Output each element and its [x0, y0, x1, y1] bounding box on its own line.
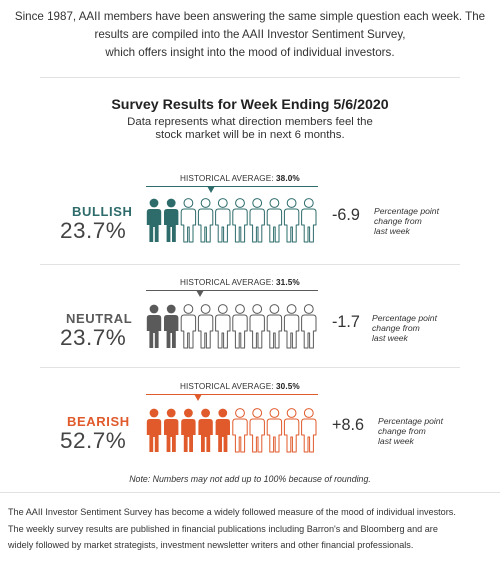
person-icon [233, 199, 247, 242]
section-divider [40, 264, 460, 265]
person-icon [250, 409, 264, 452]
historical-marker [194, 394, 202, 401]
sentiment-label: BULLISH [72, 204, 133, 219]
person-icon [147, 409, 161, 452]
weekly-change: -1.7 [332, 313, 360, 331]
change-note-line-3: last week [378, 436, 414, 446]
historical-line [146, 394, 318, 395]
historical-average-label [180, 174, 300, 183]
footer-line-1: The AAII Investor Sentiment Survey has become a widely followed measure of the mood of individual investors. [8, 507, 456, 517]
person-icon [147, 305, 161, 348]
person-icon [164, 199, 178, 242]
sentiment-label: BEARISH [67, 414, 130, 429]
footer-text [8, 504, 496, 554]
person-icon [198, 199, 212, 242]
subtitle-line-2: stock market will be in next 6 months. [155, 129, 345, 141]
intro-line-3: which offers insight into the mood of individual investors. [105, 46, 395, 59]
historical-average-label [180, 382, 300, 391]
historical-average-label [180, 278, 300, 287]
change-note [378, 416, 468, 446]
person-icon [181, 305, 195, 348]
person-icon [233, 305, 247, 348]
person-icon [284, 305, 298, 348]
survey-title: Survey Results for Week Ending 5/6/2020 [111, 97, 389, 113]
weekly-change: +8.6 [332, 416, 364, 434]
sentiment-percent: 23.7% [60, 218, 127, 243]
change-note-line-2: change from [378, 426, 426, 436]
footer-divider [0, 492, 500, 493]
person-icon [216, 199, 230, 242]
change-note-line-2: change from [372, 323, 420, 333]
historical-value: 30.5% [276, 382, 300, 391]
person-icon [284, 409, 298, 452]
person-icon [250, 199, 264, 242]
change-note [372, 313, 462, 343]
historical-prefix: HISTORICAL AVERAGE: [180, 278, 274, 287]
people-icons [146, 408, 326, 454]
historical-value: 38.0% [276, 174, 300, 183]
sentiment-label: NEUTRAL [66, 311, 133, 326]
historical-line [146, 290, 318, 291]
weekly-change: -6.9 [332, 206, 360, 224]
change-note-line-3: last week [374, 226, 410, 236]
historical-value: 31.5% [276, 278, 300, 287]
person-icon [216, 305, 230, 348]
sentiment-percent: 52.7% [60, 428, 127, 453]
section-divider [40, 367, 460, 368]
person-icon [147, 199, 161, 242]
person-icon [164, 409, 178, 452]
rounding-note: Note: Numbers may not add up to 100% because of rounding. [129, 474, 371, 484]
historical-marker [207, 186, 215, 193]
intro-line-2: results are compiled into the AAII Investor Sentiment Survey, [94, 28, 406, 41]
person-icon [267, 199, 281, 242]
person-icon [302, 199, 316, 242]
footer-line-3: widely followed by market strategists, investment newsletter writers and other financial professionals. [8, 540, 414, 550]
person-icon [181, 409, 195, 452]
historical-line [146, 186, 318, 187]
person-icon [198, 305, 212, 348]
historical-prefix: HISTORICAL AVERAGE: [180, 174, 274, 183]
person-icon [250, 305, 264, 348]
historical-marker [196, 290, 204, 297]
section-bullish [0, 172, 500, 264]
subtitle-line-1: Data represents what direction members feel the [127, 116, 373, 128]
change-note-line-1: Percentage point [374, 206, 439, 216]
section-neutral [0, 276, 500, 368]
person-icon [216, 409, 230, 452]
person-icon [284, 199, 298, 242]
intro-line-1: Since 1987, AAII members have been answering the same simple question each week. The [14, 10, 486, 23]
top-divider [40, 77, 460, 78]
person-icon [164, 305, 178, 348]
change-note-line-2: change from [374, 216, 422, 226]
person-icon [267, 305, 281, 348]
change-note [374, 206, 464, 236]
person-icon [302, 409, 316, 452]
person-icon [198, 409, 212, 452]
footer-line-2: The weekly survey results are published in financial publications including Barron's and Bloomberg and are [8, 523, 438, 534]
sentiment-percent: 23.7% [60, 325, 127, 350]
person-icon [233, 409, 247, 452]
intro-text [0, 8, 500, 62]
change-note-line-1: Percentage point [372, 313, 437, 323]
person-icon [302, 305, 316, 348]
change-note-line-3: last week [372, 333, 408, 343]
historical-prefix: HISTORICAL AVERAGE: [180, 382, 274, 391]
survey-subtitle [0, 116, 500, 142]
person-icon [267, 409, 281, 452]
person-icon [181, 199, 195, 242]
people-icons [146, 198, 326, 244]
section-bearish [0, 380, 500, 472]
change-note-line-1: Percentage point [378, 416, 443, 426]
people-icons [146, 304, 326, 350]
